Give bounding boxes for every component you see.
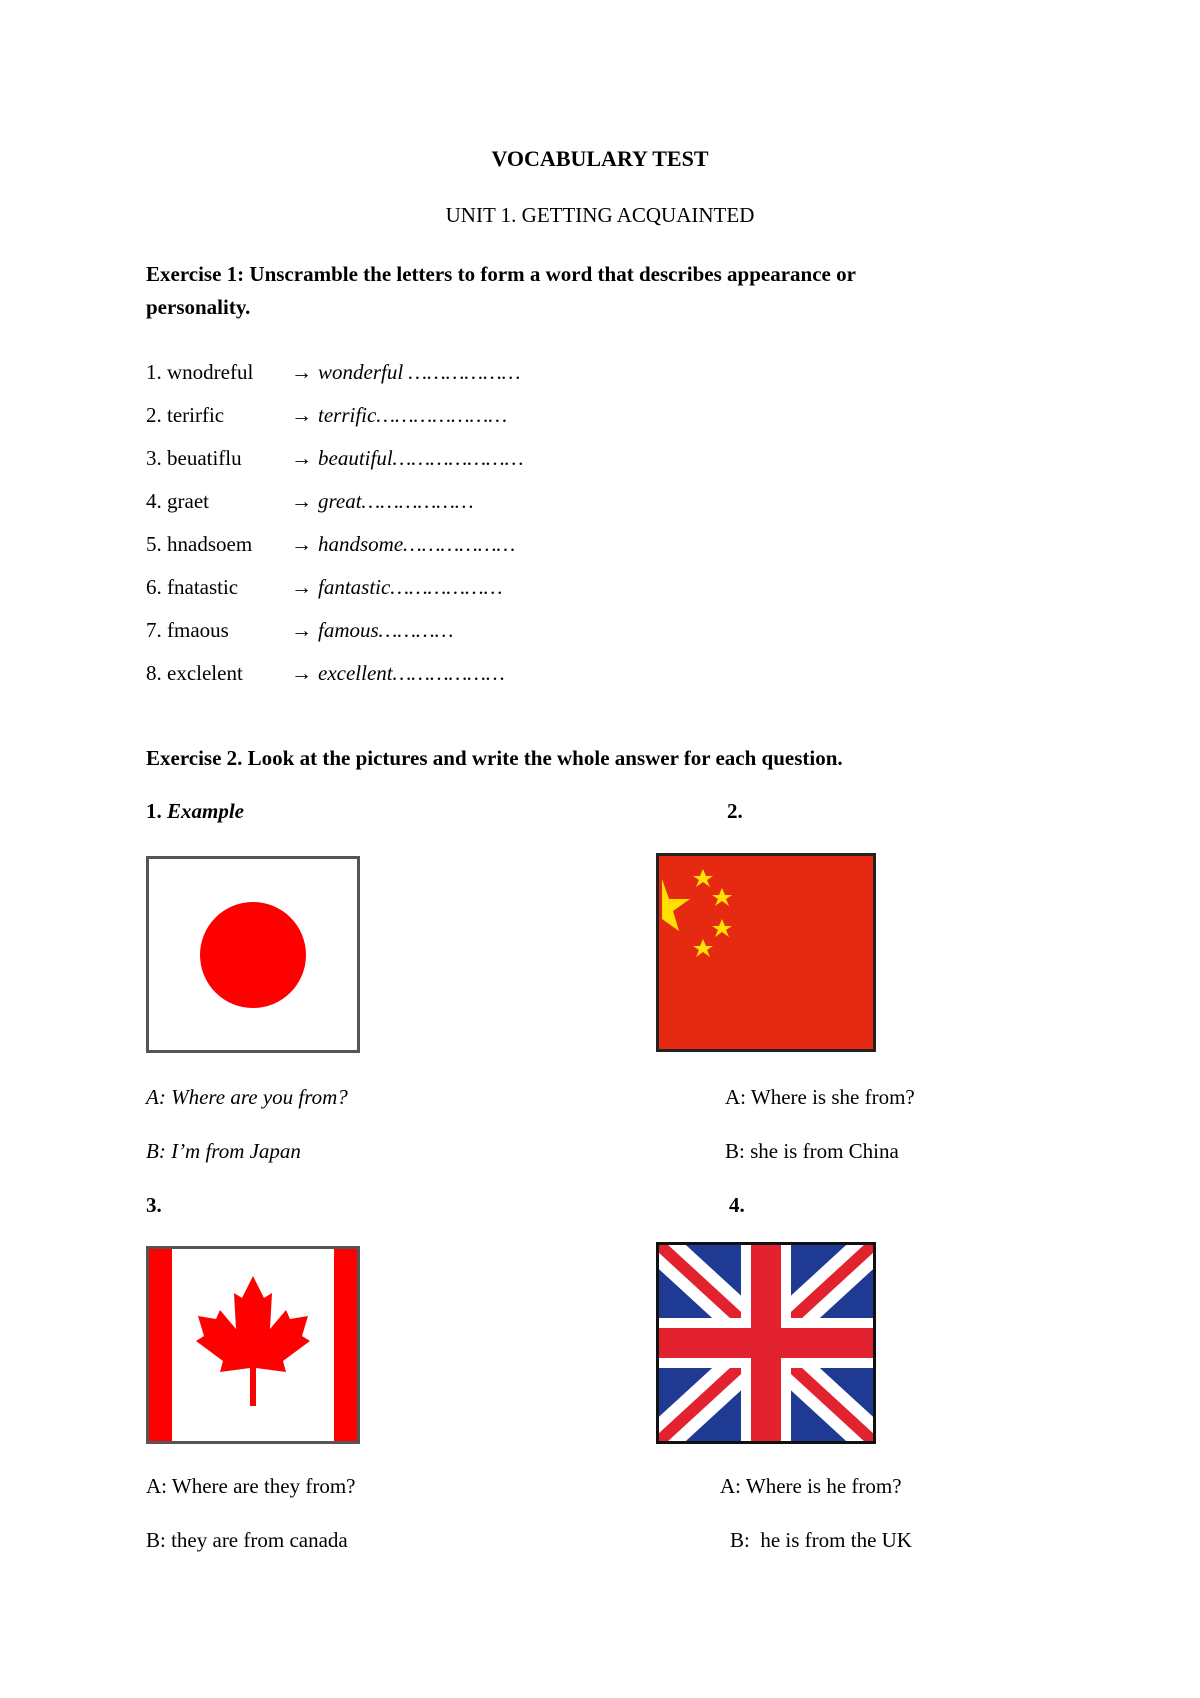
exercise2-heading: Exercise 2. Look at the pictures and write the whole answer for each question. (146, 746, 843, 770)
answer-text: handsome……………… (318, 532, 516, 556)
unit-subtitle: UNIT 1. GETTING ACQUAINTED (445, 203, 755, 227)
arrow-icon: → (291, 661, 312, 685)
card-number-text: 2. (727, 799, 743, 823)
card-4-question: A: Where is he from? (720, 1474, 902, 1498)
exercise1-heading-line2: personality. (146, 295, 251, 319)
answer-text: fantastic……………… (318, 575, 503, 599)
answer-text: great……………… (318, 489, 474, 513)
card-3-answer: B: they are from canada (146, 1528, 348, 1552)
card-number-text: 4. (729, 1193, 745, 1217)
china-flag (656, 853, 876, 1052)
arrow-icon: → (291, 403, 312, 427)
arrow-icon: → (291, 575, 312, 599)
card-4-number (729, 1193, 745, 1218)
card-2-question: A: Where is she from? (725, 1085, 915, 1109)
arrow-icon: → (291, 360, 312, 384)
example-label: Example (167, 799, 244, 823)
uk-flag (656, 1242, 876, 1444)
scrambled-word: 6. fnatastic (146, 575, 239, 599)
card-1-answer: B: I’m from Japan (146, 1139, 301, 1163)
card-3-question: A: Where are they from? (146, 1474, 356, 1498)
red-sun-circle (200, 902, 306, 1008)
answer-text: beautiful………………… (318, 446, 524, 470)
scrambled-word: 7. fmaous (146, 618, 229, 642)
page-title: VOCABULARY TEST (491, 146, 709, 171)
arrow-icon: → (291, 532, 312, 556)
card-4-answer: B: he is from the UK (730, 1528, 912, 1552)
card-number-text: 1. (146, 799, 162, 823)
scrambled-word: 8. exclelent (146, 661, 243, 685)
arrow-icon: → (291, 618, 312, 642)
scrambled-word: 5. hnadsoem (146, 532, 253, 556)
exercise1-heading-line1: Exercise 1: Unscramble the letters to form a word that describes appearance or (146, 262, 856, 286)
answer-text: famous………… (318, 618, 454, 642)
card-2-answer: B: she is from China (725, 1139, 899, 1163)
answer-text: excellent……………… (318, 661, 505, 685)
card-2-number (727, 799, 743, 824)
answer-text: terrific………………… (318, 403, 508, 427)
scrambled-word: 1. wnodreful (146, 360, 254, 384)
card-number-text: 3. (146, 1193, 162, 1217)
arrow-icon: → (291, 489, 312, 513)
japan-flag (146, 856, 360, 1053)
card-1-question: A: Where are you from? (146, 1085, 348, 1109)
scrambled-word: 4. graet (146, 489, 209, 513)
scrambled-word: 3. beuatiflu (146, 446, 242, 470)
answer-text: wonderful ……………… (318, 360, 521, 384)
arrow-icon: → (291, 446, 312, 470)
card-1-number (146, 799, 244, 824)
scrambled-word: 2. terirfic (146, 403, 225, 427)
canada-flag (146, 1246, 360, 1444)
card-3-number (146, 1193, 162, 1218)
